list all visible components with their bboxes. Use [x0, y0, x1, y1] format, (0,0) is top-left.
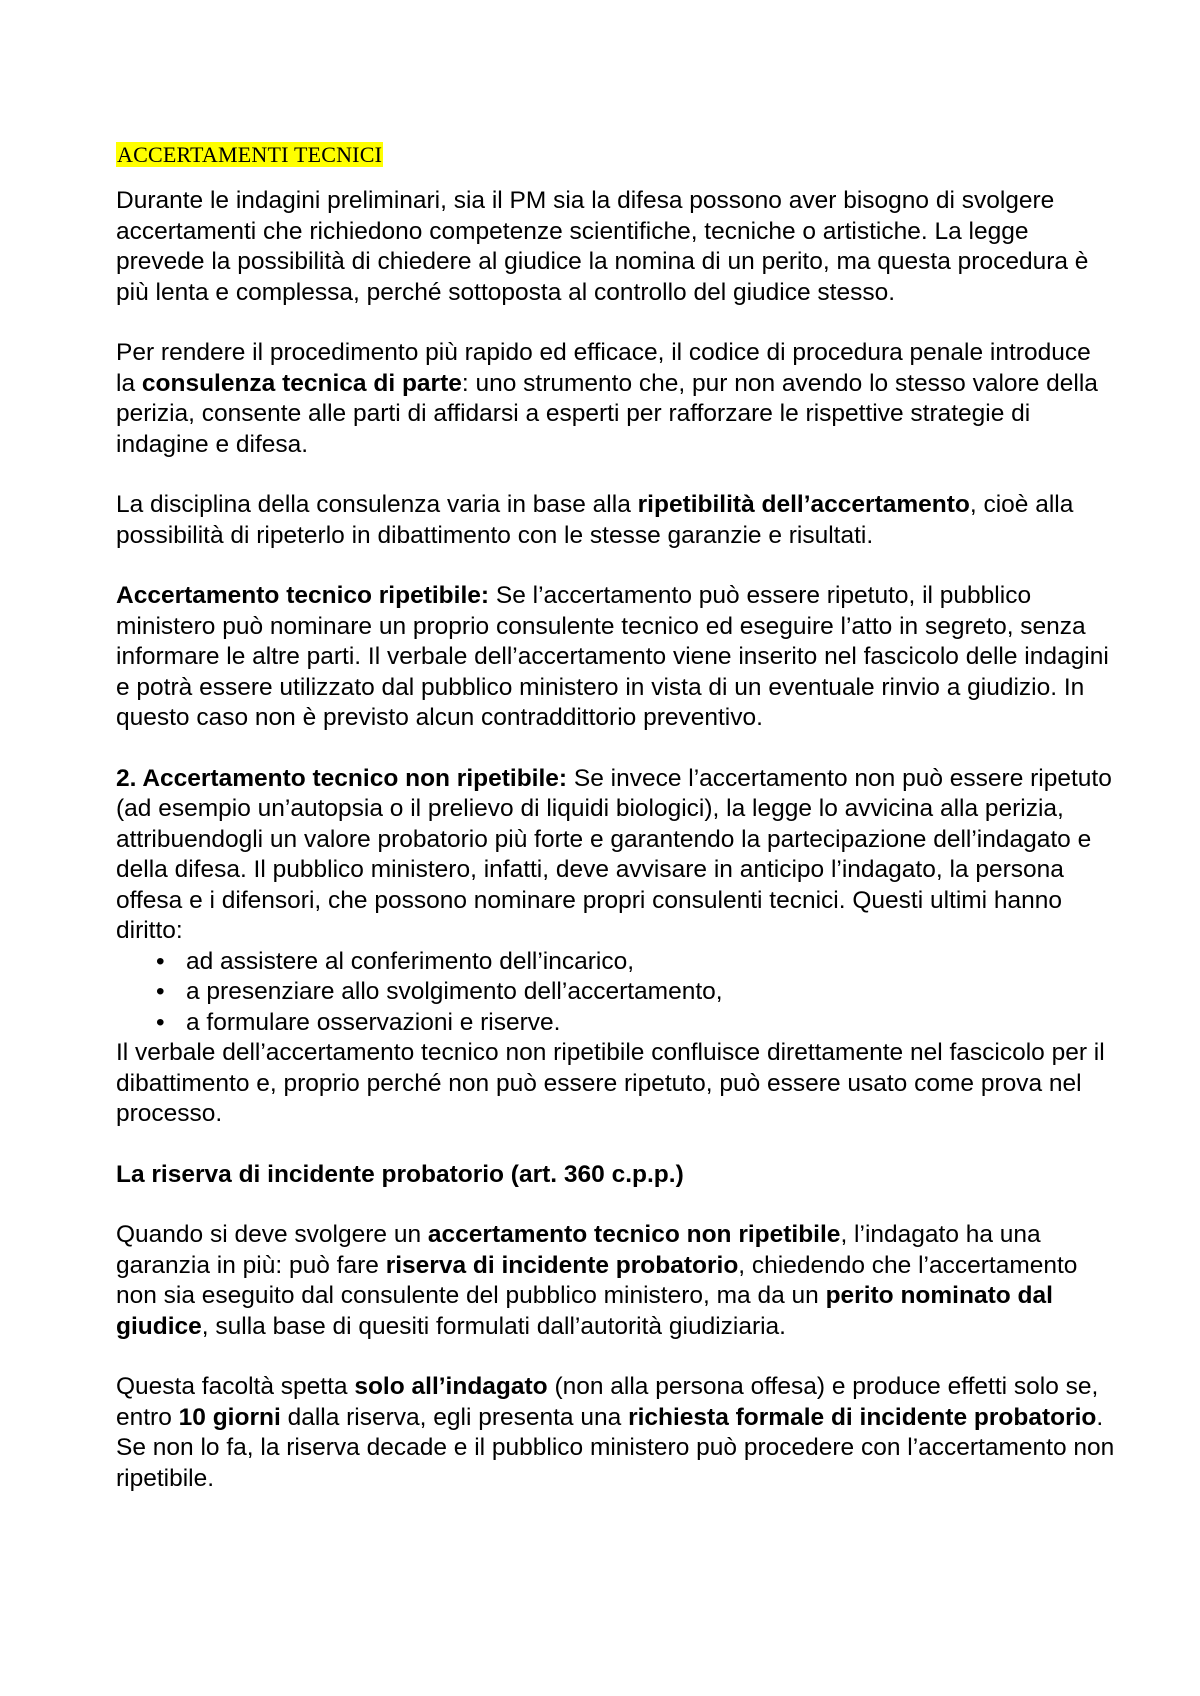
- paragraph-ripetibile: [116, 581, 1116, 734]
- text-run: Per rendere il procedimento più rapido ed efficace, il codice di procedura penale introduce la: [116, 339, 1091, 397]
- text-run: , l’indagato ha una garanzia in più: può fare: [116, 1221, 1041, 1279]
- bold-text: consulenza tecnica di parte: [141, 369, 462, 397]
- paragraph-facolta: [116, 1372, 1116, 1494]
- title-highlight: ACCERTAMENTI TECNICI: [117, 142, 383, 167]
- text-run: : uno strumento che, pur non avendo lo stesso valore della perizia, consente alle parti di affidarsi a esperti per rafforzare le rispettive strategie di indagine e difesa.: [116, 369, 1098, 458]
- text-run: Quando si deve svolgere un: [116, 1221, 428, 1248]
- bold-text: solo all’indagato: [354, 1373, 548, 1400]
- text-run: Se l’accertamento può essere ripetuto, il pubblico ministero può nominare un proprio consulente tecnico ed eseguire l’atto in segreto, senza informare le altre parti. Il verbale dell’accertamento viene inserito nel fascicolo delle indagini e potrà essere utilizzato dal pubblico ministero in vista di un eventuale rinvio a giudizio. In questo caso non è previsto alcun contraddittorio preventivo.: [116, 582, 1109, 731]
- list-item: • a formulare osservazioni e riserve.: [156, 1008, 1116, 1039]
- text-run: La disciplina della consulenza varia in base alla: [116, 491, 638, 518]
- bullet-icon: •: [156, 978, 165, 1005]
- text-run: (non alla persona offesa) e produce effetti solo se, entro: [116, 1373, 1099, 1431]
- text-run: . Se non lo fa, la riserva decade e il pubblico ministero può procedere con l’accertamento non ripetibile.: [116, 1403, 1115, 1492]
- document-page: [116, 140, 1116, 1524]
- text-run: , cioè alla possibilità di ripeterlo in dibattimento con le stesse garanzie e risultati.: [116, 491, 1074, 549]
- paragraph-disciplina: [116, 490, 1116, 551]
- bold-text: ripetibilità dell’accertamento: [637, 491, 970, 518]
- bullet-icon: •: [156, 947, 165, 975]
- list-item: • ad assistere al conferimento dell’incarico,: [156, 947, 1116, 978]
- rights-list: [116, 947, 1116, 1039]
- bold-text: Accertamento tecnico ripetibile:: [116, 582, 490, 609]
- text-run: Se invece l’accertamento non può essere ripetuto (ad esempio un’autopsia o il prelievo di liquidi biologici), la legge lo avvicina alla perizia, attribuendogli un valore probatorio più forte e garantendo la partecipazione dell’indagato e della difesa. Il pubblico ministero, infatti, deve avvisare in anticipo l’indagato, la persona offesa e i difensori, che possono nominare propri consulenti tecnici. Questi ultimi hanno diritto:: [116, 764, 1112, 944]
- bold-text: 10 giorni: [178, 1403, 281, 1431]
- text-run: dalla riserva, egli presenta una: [280, 1403, 629, 1431]
- bold-text: richiesta formale di incidente probatorio: [628, 1403, 1097, 1431]
- bold-text: riserva di incidente probatorio: [385, 1251, 739, 1279]
- paragraph-consulenza: [116, 338, 1116, 460]
- bullet-icon: •: [156, 1008, 165, 1036]
- document-title: [116, 140, 1116, 170]
- text-run: Questa facoltà spetta: [116, 1373, 355, 1400]
- text-run: , chiedendo che l’accertamento non sia eseguito dal consulente del pubblico ministero, ma da un: [116, 1251, 1078, 1309]
- paragraph-riserva: [116, 1220, 1116, 1342]
- bold-text: perito nominato dal giudice: [116, 1282, 1053, 1340]
- bold-text: 2. Accertamento tecnico non ripetibile:: [116, 764, 568, 792]
- list-item: • a presenziare allo svolgimento dell’accertamento,: [156, 977, 1116, 1008]
- text-run: , sulla base di quesiti formulati dall’autorità giudiziaria.: [201, 1312, 786, 1340]
- section-heading: La riserva di incidente probatorio (art. 360 c.p.p.): [116, 1160, 684, 1188]
- paragraph-verbale: [116, 1038, 1116, 1130]
- text-run: Durante le indagini preliminari, sia il PM sia la difesa possono aver bisogno di svolgere accertamenti che richiedono competenze scientifiche, tecniche o artistiche. La legge prevede la possibilità di chiedere al giudice la nomina di un perito, ma questa procedura è più lenta e complessa, perché sottoposta al controllo del giudice stesso.: [116, 187, 1089, 306]
- text-run: Il verbale dell’accertamento tecnico non ripetibile confluisce direttamente nel fascicolo per il dibattimento e, proprio perché non può essere ripetuto, può essere usato come prova nel processo.: [116, 1039, 1105, 1127]
- paragraph-non-ripetibile: [116, 764, 1116, 947]
- paragraph-intro: [116, 186, 1116, 308]
- bold-text: accertamento tecnico non ripetibile: [427, 1221, 841, 1248]
